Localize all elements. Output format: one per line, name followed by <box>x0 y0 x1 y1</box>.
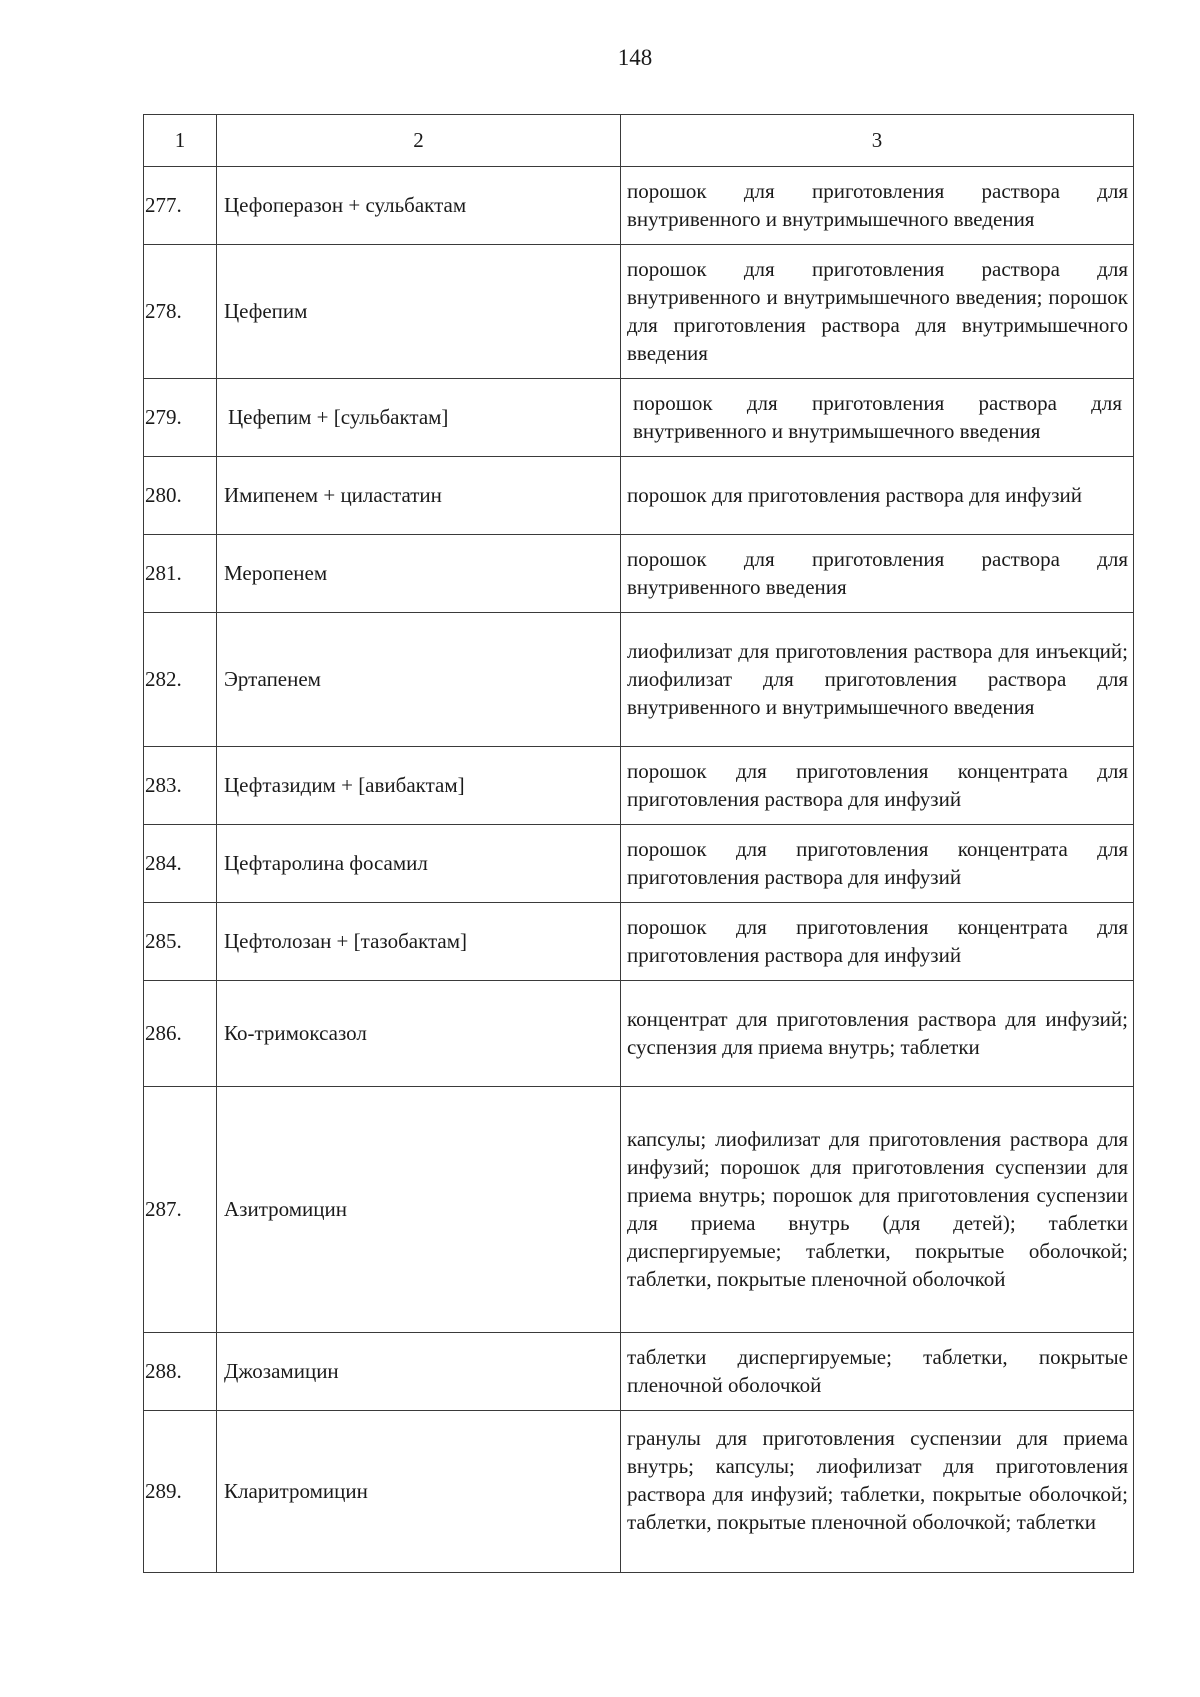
dosage-form: гранулы для приготовления суспензии для приема внутрь; капсулы; лиофилизат для приготовления раствора для инфузий; таблетки, покрытые оболочкой; таблетки, покрытые пленочной оболочкой; таблетки <box>627 1426 1128 1534</box>
table-header-row <box>144 115 1134 167</box>
table-row <box>144 825 1134 903</box>
table-row <box>144 903 1134 981</box>
dosage-form: порошок для приготовления концентрата для приготовления раствора для инфузий <box>621 903 1134 981</box>
table-row <box>144 379 1134 457</box>
table-row <box>144 613 1134 747</box>
table-row <box>144 981 1134 1087</box>
drug-name: Цефтолозан + [тазобактам] <box>217 903 621 981</box>
table-row <box>144 1087 1134 1333</box>
row-number: 285. <box>144 903 217 981</box>
row-number: 283. <box>144 747 217 825</box>
table-row <box>144 457 1134 535</box>
table-row <box>144 1333 1134 1411</box>
row-number: 286. <box>144 981 217 1087</box>
dosage-form: лиофилизат для приготовления раствора для инъекций; лиофилизат для приготовления раствора для внутривенного и внутримышечного введения <box>621 613 1134 747</box>
table-row <box>144 535 1134 613</box>
page-number: 148 <box>617 45 653 70</box>
drug-name: Эртапенем <box>217 613 621 747</box>
drug-name: Азитромицин <box>217 1087 621 1333</box>
dosage-form: капсулы; лиофилизат для приготовления раствора для инфузий; порошок для приготовления суспензии для приема внутрь; порошок для приготовления суспензии для приема внутрь (для детей); таблетки диспергируемые; таблетки, покрытые оболочкой; таблетки, покрытые пленочной оболочкой <box>621 1087 1134 1333</box>
header-col-2: 2 <box>217 115 621 167</box>
row-number: 278. <box>144 245 217 379</box>
drug-name: Цефепим + [сульбактам] <box>217 379 621 457</box>
dosage-form: порошок для приготовления раствора для внутривенного и внутримышечного введения <box>621 379 1134 457</box>
dosage-form: порошок для приготовления раствора для внутривенного и внутримышечного введения; порошок для приготовления раствора для внутримышечного введения <box>621 245 1134 379</box>
dosage-form: порошок для приготовления концентрата для приготовления раствора для инфузий <box>621 825 1134 903</box>
row-number: 277. <box>144 167 217 245</box>
table-row <box>144 245 1134 379</box>
table-row <box>144 167 1134 245</box>
dosage-form: порошок для приготовления концентрата для приготовления раствора для инфузий <box>621 747 1134 825</box>
drug-name: Цефепим <box>217 245 621 379</box>
dosage-form-cell <box>621 1411 1134 1573</box>
dosage-form: таблетки диспергируемые; таблетки, покрытые пленочной оболочкой <box>621 1333 1134 1411</box>
header-col-3: 3 <box>621 115 1134 167</box>
drug-name: Имипенем + циластатин <box>217 457 621 535</box>
dosage-form: порошок для приготовления раствора для внутривенного введения <box>621 535 1134 613</box>
header-col-1: 1 <box>144 115 217 167</box>
drug-name: Ко-тримоксазол <box>217 981 621 1087</box>
drug-name: Цефтаролина фосамил <box>217 825 621 903</box>
row-number: 289. <box>144 1411 217 1573</box>
drug-table <box>143 114 1134 1573</box>
drug-name: Джозамицин <box>217 1333 621 1411</box>
dosage-form: концентрат для приготовления раствора для инфузий; суспензия для приема внутрь; таблетки <box>621 981 1134 1087</box>
row-number: 284. <box>144 825 217 903</box>
drug-name: Меропенем <box>217 535 621 613</box>
row-number: 282. <box>144 613 217 747</box>
table-row <box>144 1411 1134 1573</box>
row-number: 280. <box>144 457 217 535</box>
table-row <box>144 747 1134 825</box>
row-number: 287. <box>144 1087 217 1333</box>
dosage-form: порошок для приготовления раствора для внутривенного и внутримышечного введения <box>621 167 1134 245</box>
row-number: 288. <box>144 1333 217 1411</box>
row-number: 281. <box>144 535 217 613</box>
row-number: 279. <box>144 379 217 457</box>
drug-name: Цефтазидим + [авибактам] <box>217 747 621 825</box>
dosage-form: порошок для приготовления раствора для инфузий <box>621 457 1134 535</box>
drug-name: Цефоперазон + сульбактам <box>217 167 621 245</box>
drug-name: Кларитромицин <box>217 1411 621 1573</box>
